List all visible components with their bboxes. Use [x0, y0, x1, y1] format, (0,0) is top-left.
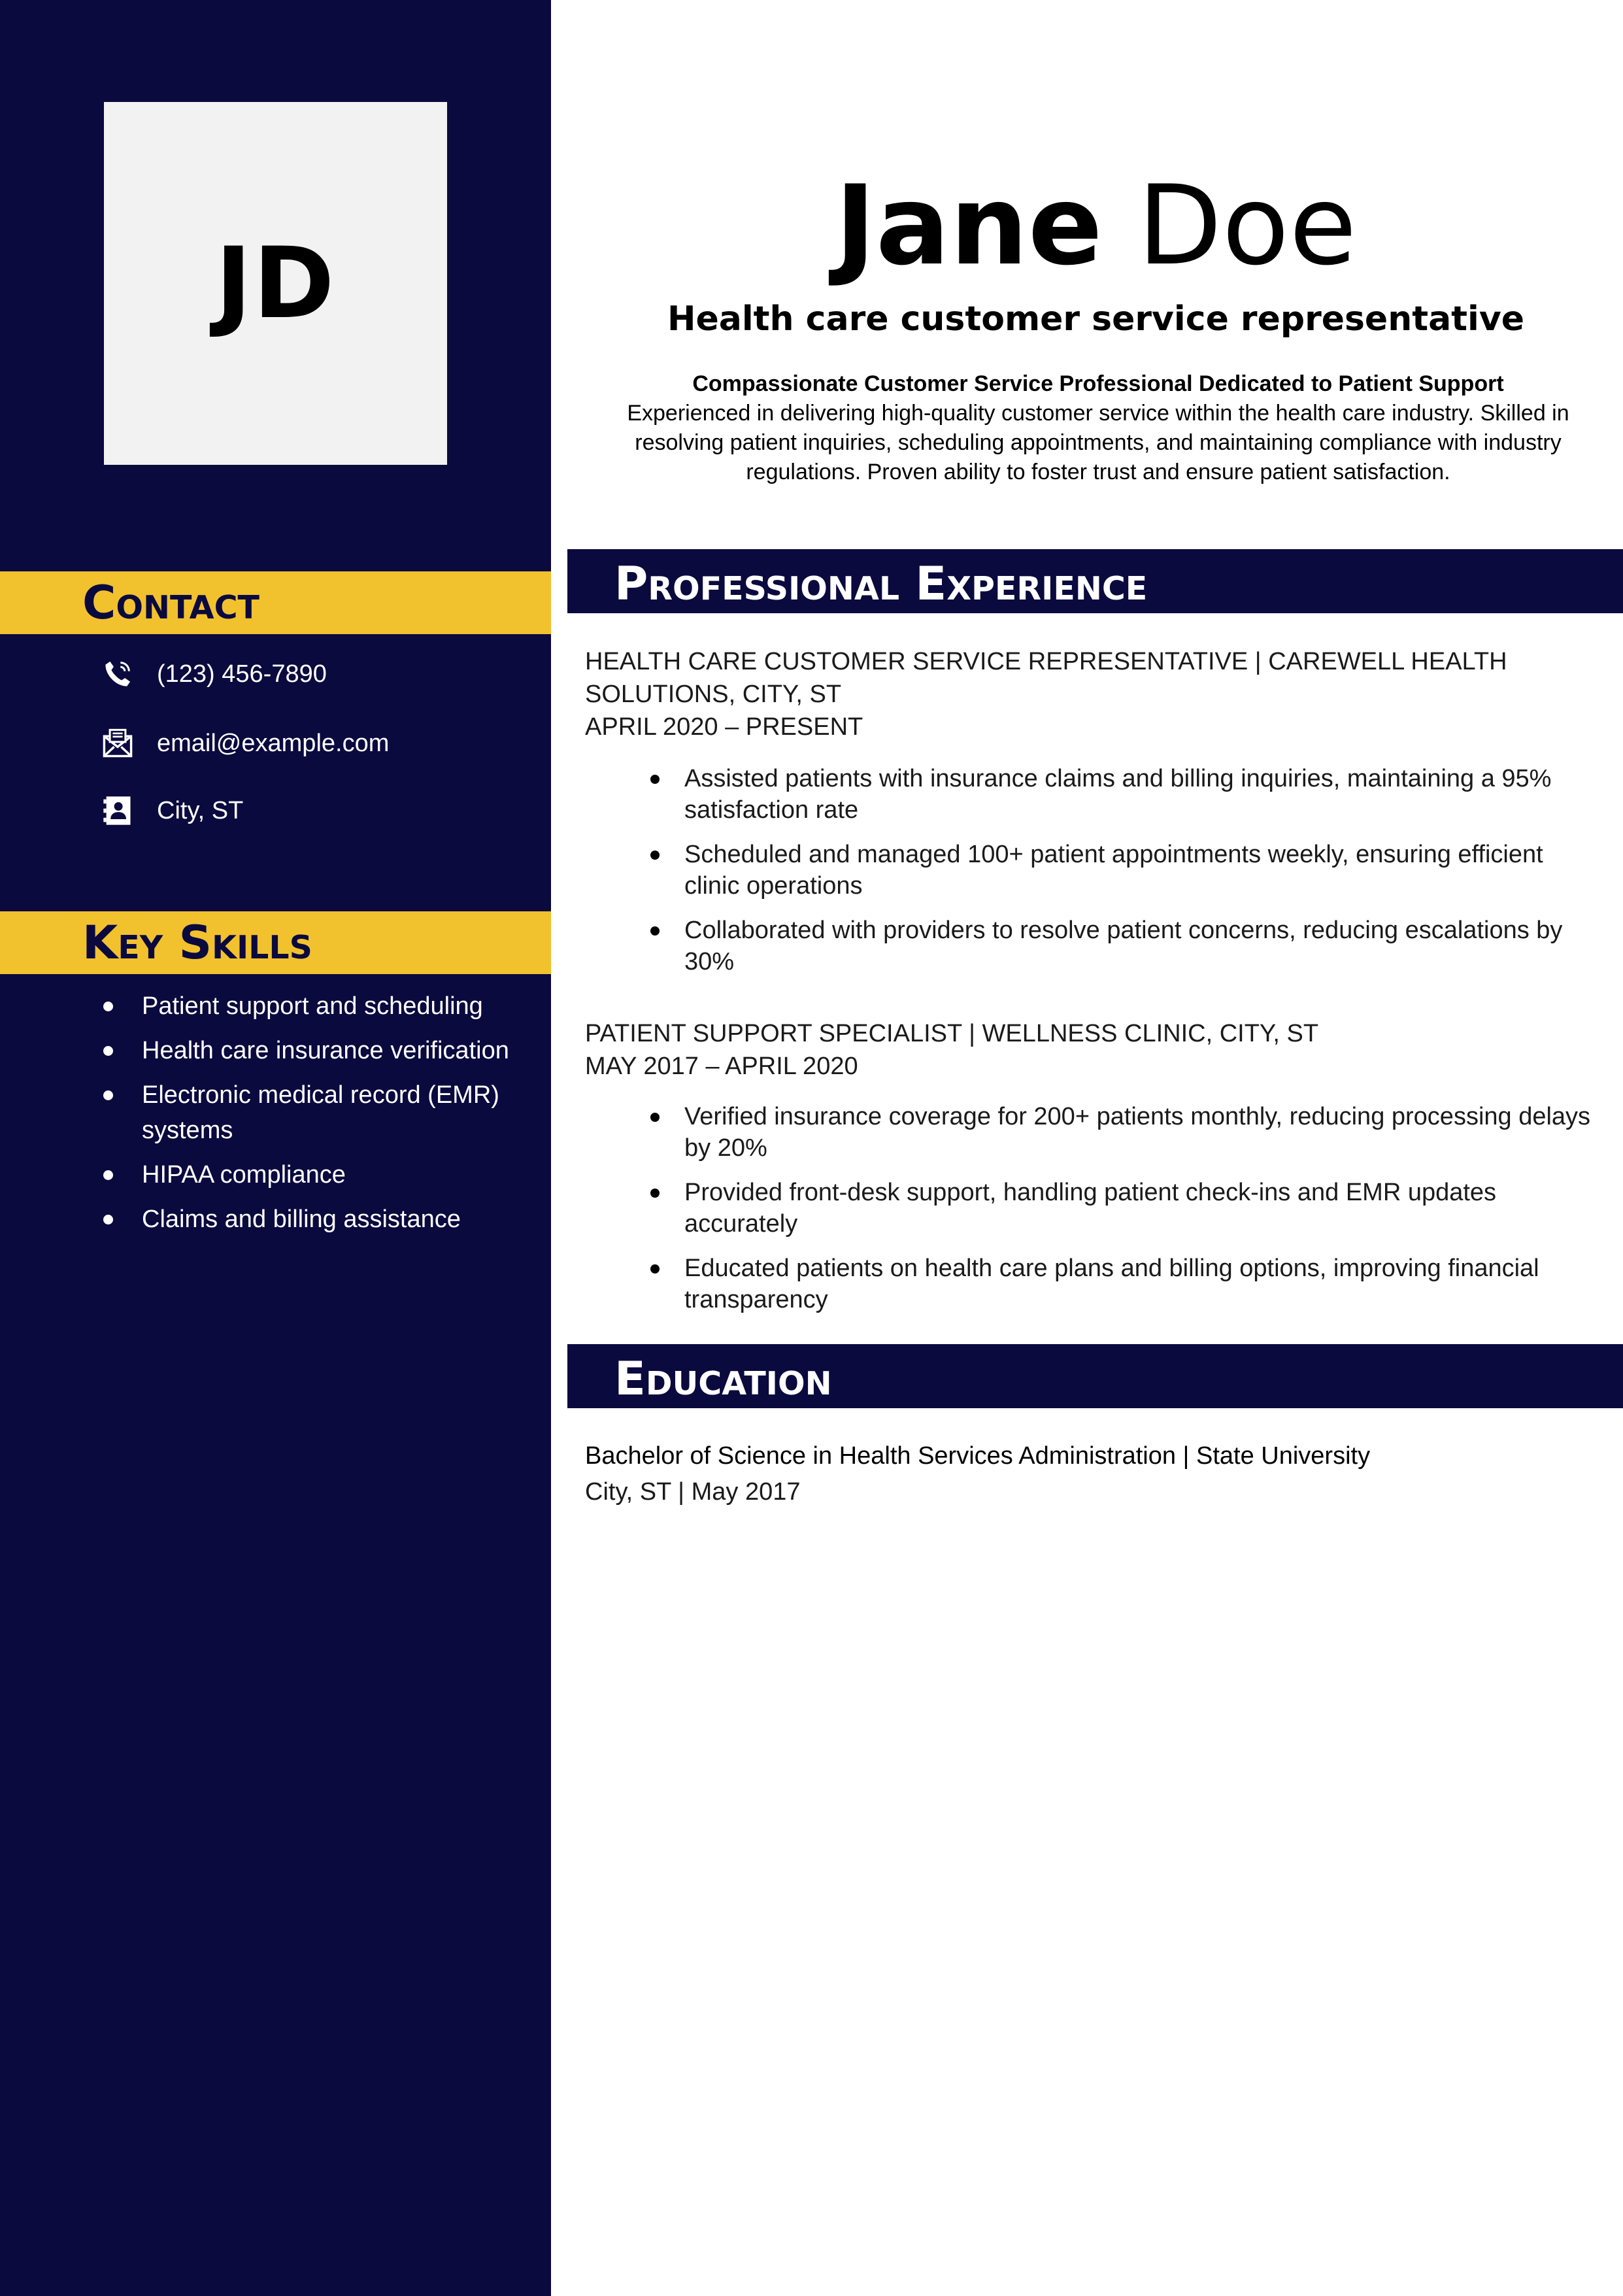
education-meta: City, ST | May 2017	[585, 1478, 801, 1506]
education-heading-bar	[567, 1344, 1623, 1408]
phone-text: (123) 456-7890	[157, 660, 327, 688]
skills-heading: Key Skills	[82, 916, 312, 970]
job-dates: APRIL 2020 – PRESENT	[585, 713, 863, 741]
job-entry-1-bullets	[650, 763, 1592, 990]
last-name: Doe	[1137, 161, 1357, 290]
address-card-icon	[101, 794, 135, 828]
phone-icon	[101, 657, 135, 691]
sidebar	[0, 0, 551, 2296]
envelope-icon	[101, 726, 135, 760]
job-bullet: Provided front-desk support, handling patient check-ins and EMR updates accurately	[650, 1177, 1592, 1240]
email-text: email@example.com	[157, 729, 390, 757]
first-name: Jane	[835, 161, 1103, 290]
contact-heading: Contact	[82, 576, 259, 630]
job-heading: HEALTH CARE CUSTOMER SERVICE REPRESENTATIVE | CAREWELL HEALTH SOLUTIONS, CITY, ST	[585, 648, 1507, 708]
job-title: Health care customer service representative	[667, 299, 1525, 339]
contact-email	[101, 724, 389, 763]
experience-heading-bar	[567, 549, 1623, 613]
location-text: City, ST	[157, 796, 244, 824]
skill-item: Patient support and scheduling	[98, 988, 529, 1024]
job-dates: MAY 2017 – APRIL 2020	[585, 1053, 858, 1080]
job-heading: PATIENT SUPPORT SPECIALIST | WELLNESS CLINIC, CITY, ST	[585, 1020, 1319, 1047]
contact-location	[101, 791, 243, 830]
skill-item: Health care insurance verification	[98, 1033, 529, 1068]
contact-phone	[101, 654, 327, 694]
skills-heading-bar	[0, 911, 551, 974]
job-entry-1-header	[585, 645, 1579, 743]
job-bullet: Verified insurance coverage for 200+ patients monthly, reducing processing delays by 20%	[650, 1101, 1592, 1164]
job-bullet: Collaborated with providers to resolve patient concerns, reducing escalations by 30%	[650, 915, 1592, 977]
education-heading: Education	[614, 1352, 832, 1406]
summary-headline: Compassionate Customer Service Professional Dedicated to Patient Support	[692, 371, 1504, 396]
skill-item: Claims and billing assistance	[98, 1202, 529, 1237]
monogram-box	[104, 102, 447, 465]
summary-text: Experienced in delivering high-quality customer service within the health care industry. Skilled in resolving patient inquiries, scheduling appointments, and maintaining compliance with industry regulations. Proven ability to foster trust and ensure patient satisfaction.	[627, 401, 1569, 484]
job-bullet: Assisted patients with insurance claims and billing inquiries, maintaining a 95% satisfaction rate	[650, 763, 1592, 826]
contact-heading-bar	[0, 571, 551, 634]
monogram: JD	[215, 226, 336, 341]
candidate-name	[569, 160, 1623, 291]
job-bullet: Educated patients on health care plans and billing options, improving financial transparency	[650, 1253, 1592, 1315]
experience-heading: Professional Experience	[614, 557, 1148, 611]
job-entry-2-header	[585, 1017, 1579, 1083]
job-entry-2-bullets	[650, 1101, 1592, 1328]
skill-item: Electronic medical record (EMR) systems	[98, 1077, 529, 1148]
job-bullet: Scheduled and managed 100+ patient appointments weekly, ensuring efficient clinic operations	[650, 839, 1592, 902]
education-degree: Bachelor of Science in Health Services Administration | State University	[585, 1442, 1371, 1470]
skills-list	[98, 988, 529, 1246]
skill-item: HIPAA compliance	[98, 1157, 529, 1192]
summary	[588, 369, 1608, 487]
